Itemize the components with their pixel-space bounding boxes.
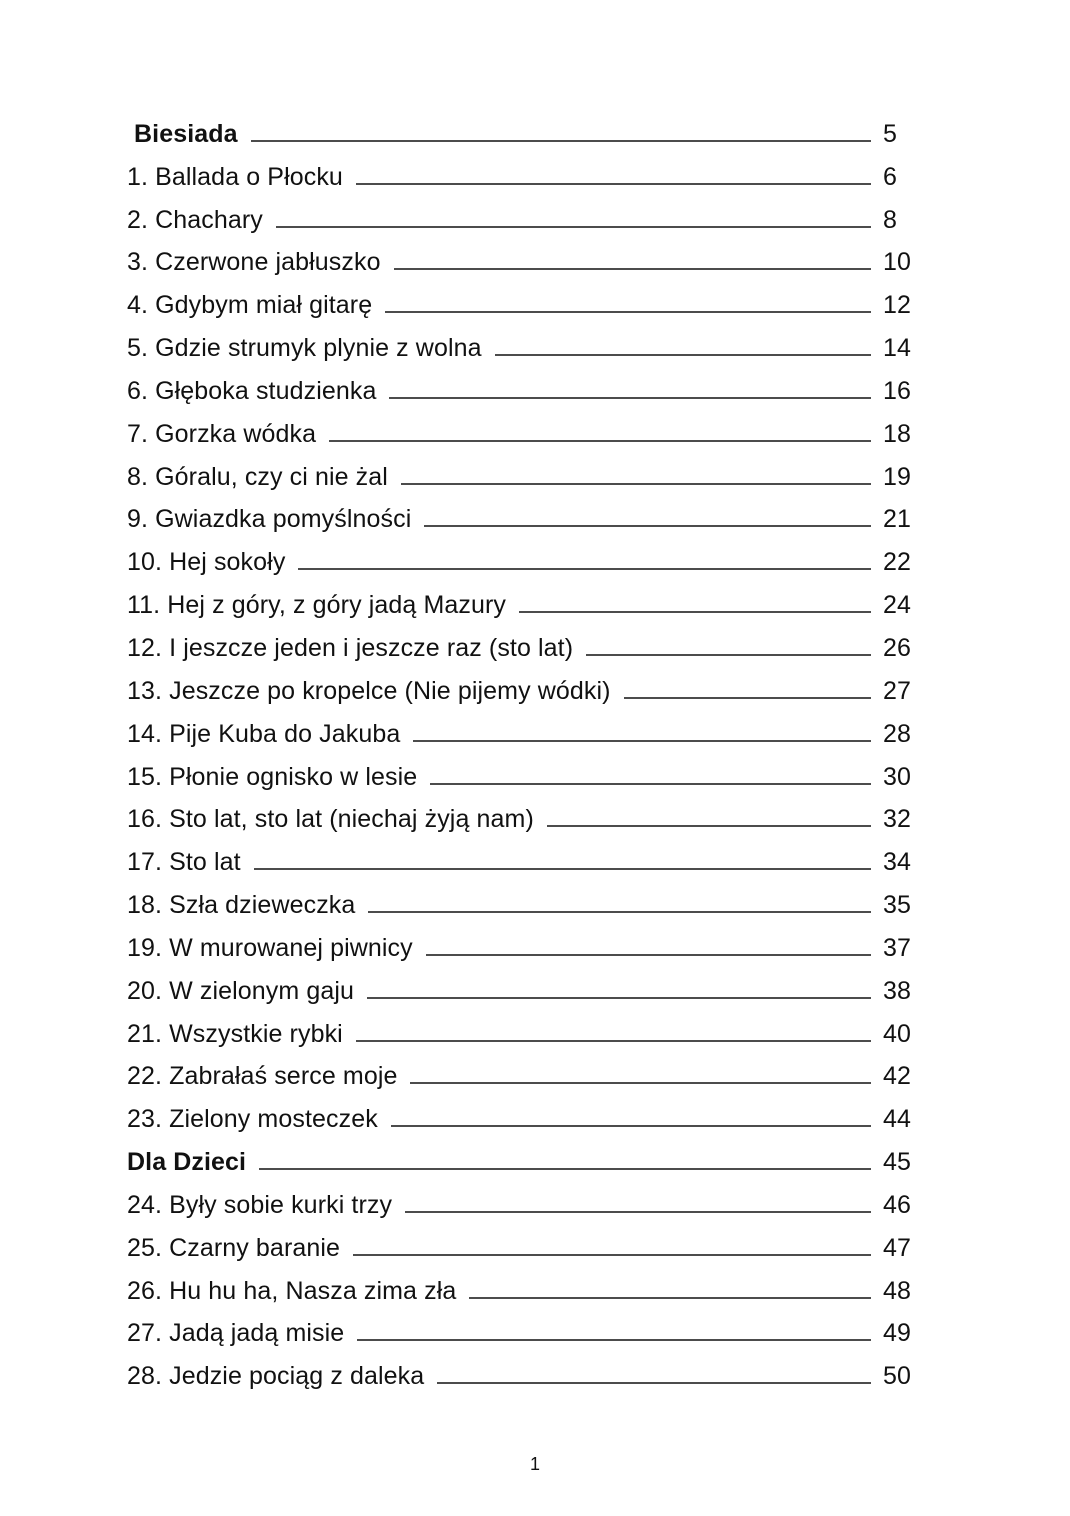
toc-entry-label: 22. Zabrałaś serce moje bbox=[127, 1062, 398, 1091]
toc-list bbox=[127, 104, 930, 1389]
toc-row bbox=[127, 575, 930, 618]
toc-entry-label: 3. Czerwone jabłuszko bbox=[127, 248, 381, 277]
toc-entry-label: 7. Gorzka wódka bbox=[127, 419, 317, 448]
toc-row bbox=[127, 961, 930, 1004]
toc-leader-line bbox=[405, 1211, 871, 1213]
toc-leader-line bbox=[624, 697, 871, 699]
toc-leader-line bbox=[251, 140, 871, 142]
toc-entry-label: 27. Jadą jadą misie bbox=[127, 1319, 345, 1348]
toc-row bbox=[127, 361, 930, 404]
toc-row bbox=[127, 618, 930, 661]
toc-entry-page: 38 bbox=[883, 976, 912, 1005]
toc-row bbox=[127, 1261, 930, 1304]
toc-leader-line bbox=[389, 397, 871, 399]
toc-leader-line bbox=[259, 1168, 871, 1170]
toc-entry-label: 8. Góralu, czy ci nie żal bbox=[127, 462, 388, 491]
toc-leader-line bbox=[357, 1339, 871, 1341]
toc-row bbox=[127, 147, 930, 190]
toc-entry-page: 12 bbox=[883, 291, 912, 320]
toc-leader-line bbox=[401, 483, 871, 485]
toc-row bbox=[127, 233, 930, 276]
toc-entry-page: 22 bbox=[883, 548, 912, 577]
toc-leader-line bbox=[495, 354, 871, 356]
toc-leader-line bbox=[586, 654, 871, 656]
toc-leader-line bbox=[394, 268, 871, 270]
toc-row bbox=[127, 490, 930, 533]
toc-entry-label: 16. Sto lat, sto lat (niechaj żyją nam) bbox=[127, 805, 534, 834]
toc-entry-page: 45 bbox=[883, 1148, 912, 1177]
toc-entry-label: 13. Jeszcze po kropelce (Nie pijemy wódki) bbox=[127, 676, 611, 705]
toc-entry-label: 11. Hej z góry, z góry jadą Mazury bbox=[127, 591, 507, 620]
toc-entry-label: 21. Wszystkie rybki bbox=[127, 1019, 343, 1048]
toc-leader-line bbox=[424, 525, 871, 527]
toc-leader-line bbox=[385, 311, 871, 313]
toc-row bbox=[127, 532, 930, 575]
toc-entry-page: 6 bbox=[883, 162, 898, 191]
toc-entry-label: 25. Czarny baranie bbox=[127, 1233, 341, 1262]
toc-row bbox=[127, 190, 930, 233]
toc-row bbox=[127, 1175, 930, 1218]
toc-leader-line bbox=[353, 1254, 871, 1256]
toc-row bbox=[127, 318, 930, 361]
toc-entry-page: 18 bbox=[883, 419, 912, 448]
toc-row bbox=[127, 832, 930, 875]
toc-leader-line bbox=[276, 226, 871, 228]
toc-entry-label: 2. Chachary bbox=[127, 205, 263, 234]
toc-entry-page: 42 bbox=[883, 1062, 912, 1091]
toc-row bbox=[127, 1089, 930, 1132]
toc-entry-page: 24 bbox=[883, 591, 912, 620]
toc-entry-page: 30 bbox=[883, 762, 912, 791]
toc-row bbox=[127, 1047, 930, 1090]
toc-leader-line bbox=[356, 183, 871, 185]
toc-entry-page: 44 bbox=[883, 1105, 912, 1134]
toc-entry-label: 15. Płonie ognisko w lesie bbox=[127, 762, 418, 791]
toc-leader-line bbox=[469, 1297, 871, 1299]
toc-row bbox=[127, 1304, 930, 1347]
toc-entry-page: 10 bbox=[883, 248, 912, 277]
toc-row bbox=[127, 1218, 930, 1261]
toc-leader-line bbox=[547, 825, 871, 827]
toc-entry-page: 37 bbox=[883, 933, 912, 962]
toc-entry-label: 17. Sto lat bbox=[127, 848, 241, 877]
toc-entry-label: 24. Były sobie kurki trzy bbox=[127, 1190, 393, 1219]
toc-entry-label: 28. Jedzie pociąg z daleka bbox=[127, 1362, 425, 1391]
toc-entry-label: Biesiada bbox=[134, 119, 238, 148]
toc-row bbox=[127, 275, 930, 318]
toc-entry-label: 12. I jeszcze jeden i jeszcze raz (sto lat) bbox=[127, 633, 574, 662]
toc-entry-label: 14. Pije Kuba do Jakuba bbox=[127, 719, 401, 748]
toc-row bbox=[127, 1132, 930, 1175]
toc-entry-label: 18. Szła dzieweczka bbox=[127, 891, 356, 920]
toc-entry-label: 23. Zielony mosteczek bbox=[127, 1105, 378, 1134]
toc-entry-page: 16 bbox=[883, 376, 912, 405]
toc-row bbox=[127, 790, 930, 833]
toc-entry-page: 21 bbox=[883, 505, 912, 534]
toc-entry-label: 1. Ballada o Płocku bbox=[127, 162, 343, 191]
toc-leader-line bbox=[329, 440, 871, 442]
toc-entry-page: 32 bbox=[883, 805, 912, 834]
toc-entry-page: 50 bbox=[883, 1362, 912, 1391]
toc-entry-label: 4. Gdybym miał gitarę bbox=[127, 291, 373, 320]
toc-entry-label: 26. Hu hu ha, Nasza zima zła bbox=[127, 1276, 457, 1305]
toc-entry-page: 26 bbox=[883, 633, 912, 662]
toc-entry-label: 20. W zielonym gaju bbox=[127, 976, 354, 1005]
toc-entry-page: 5 bbox=[883, 119, 898, 148]
toc-leader-line bbox=[391, 1125, 871, 1127]
toc-entry-label: 19. W murowanej piwnicy bbox=[127, 933, 413, 962]
toc-entry-label: 5. Gdzie strumyk plynie z wolna bbox=[127, 334, 482, 363]
toc-leader-line bbox=[430, 783, 871, 785]
toc-row bbox=[127, 661, 930, 704]
toc-leader-line bbox=[254, 868, 871, 870]
toc-row bbox=[127, 918, 930, 961]
toc-entry-label: 6. Głęboka studzienka bbox=[127, 376, 377, 405]
toc-row bbox=[127, 747, 930, 790]
toc-entry-label: 9. Gwiazdka pomyślności bbox=[127, 505, 412, 534]
toc-leader-line bbox=[410, 1082, 871, 1084]
toc-entry-page: 46 bbox=[883, 1190, 912, 1219]
toc-entry-page: 8 bbox=[883, 205, 898, 234]
toc-entry-label: 10. Hej sokoły bbox=[127, 548, 286, 577]
toc-row bbox=[127, 1004, 930, 1047]
toc-leader-line bbox=[426, 954, 871, 956]
toc-entry-page: 35 bbox=[883, 891, 912, 920]
toc-entry-label: Dla Dzieci bbox=[127, 1148, 247, 1177]
toc-entry-page: 49 bbox=[883, 1319, 912, 1348]
toc-leader-line bbox=[356, 1040, 871, 1042]
toc-leader-line bbox=[413, 740, 871, 742]
toc-row bbox=[127, 404, 930, 447]
toc-leader-line bbox=[368, 911, 871, 913]
toc-entry-page: 27 bbox=[883, 676, 912, 705]
toc-entry-page: 14 bbox=[883, 334, 912, 363]
toc-leader-line bbox=[367, 997, 871, 999]
toc-entry-page: 19 bbox=[883, 462, 912, 491]
toc-entry-page: 28 bbox=[883, 719, 912, 748]
toc-leader-line bbox=[519, 611, 871, 613]
toc-row bbox=[127, 447, 930, 490]
page-number-footer: 1 bbox=[529, 1454, 540, 1474]
toc-row bbox=[127, 704, 930, 747]
toc-row bbox=[127, 104, 930, 147]
toc-row bbox=[127, 1346, 930, 1389]
toc-leader-line bbox=[298, 568, 871, 570]
toc-row bbox=[127, 875, 930, 918]
toc-leader-line bbox=[437, 1382, 871, 1384]
toc-entry-page: 48 bbox=[883, 1276, 912, 1305]
toc-entry-page: 34 bbox=[883, 848, 912, 877]
toc-entry-page: 47 bbox=[883, 1233, 912, 1262]
toc-entry-page: 40 bbox=[883, 1019, 912, 1048]
